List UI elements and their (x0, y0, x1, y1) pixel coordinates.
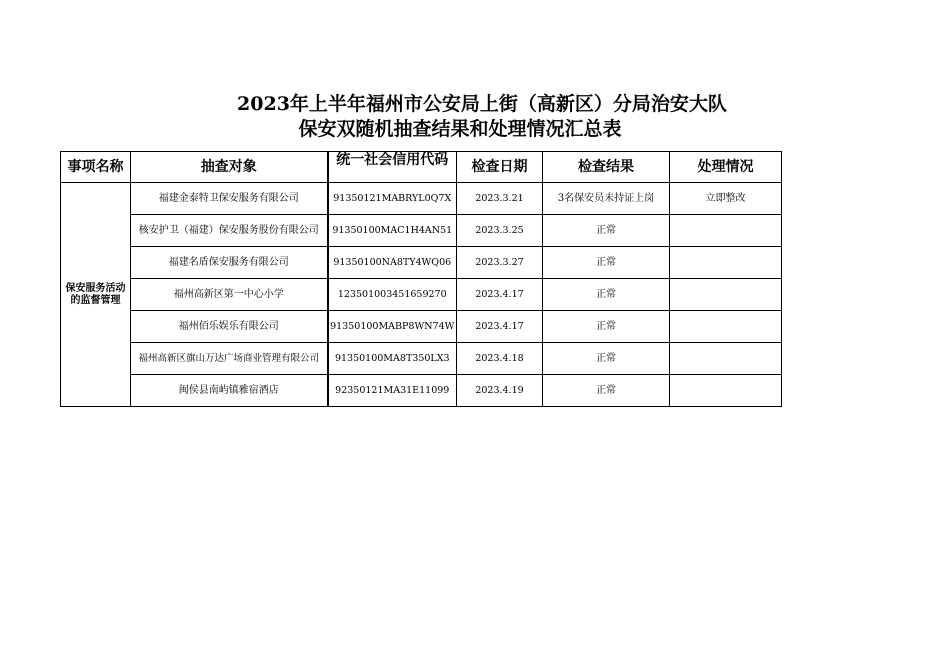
credit-code-cell: 91350100MAC1H4AN51 (328, 215, 457, 247)
table-row (61, 279, 782, 311)
table-row (61, 375, 782, 407)
date-cell: 2023.4.19 (457, 375, 543, 407)
credit-code-cell: 91350121MABRYL0Q7X (328, 183, 457, 215)
target-cell: 福州高新区旗山万达广场商业管理有限公司 (131, 343, 328, 375)
result-cell: 正常 (543, 215, 670, 247)
handling-cell (670, 311, 782, 343)
target-cell: 福建名盾保安服务有限公司 (131, 247, 328, 279)
date-cell: 2023.4.17 (457, 279, 543, 311)
report-title-line2: 保安双随机抽查结果和处理情况汇总表 (298, 118, 622, 140)
target-cell: 福州佰乐娱乐有限公司 (131, 311, 328, 343)
header-credit-code (328, 152, 457, 183)
result-cell: 正常 (543, 247, 670, 279)
credit-code-cell: 91350100MA8T350LX3 (328, 343, 457, 375)
result-cell: 正常 (543, 279, 670, 311)
result-cell: 3名保安员未持证上岗 (543, 183, 670, 215)
summary-table (60, 151, 782, 407)
result-cell: 正常 (543, 375, 670, 407)
target-cell: 核安护卫（福建）保安服务股份有限公司 (131, 215, 328, 247)
target-cell: 闽侯县南屿镇雅宿酒店 (131, 375, 328, 407)
header-result: 检查结果 (543, 152, 670, 183)
handling-cell (670, 375, 782, 407)
category-cell: 保安服务活动的监督管理 (61, 183, 131, 407)
date-cell: 2023.3.25 (457, 215, 543, 247)
result-cell: 正常 (543, 311, 670, 343)
date-cell: 2023.3.27 (457, 247, 543, 279)
target-cell: 福州高新区第一中心小学 (131, 279, 328, 311)
target-cell: 福建金泰特卫保安服务有限公司 (131, 183, 328, 215)
date-cell: 2023.4.18 (457, 343, 543, 375)
credit-code-cell: 91350100MABP8WN74W (328, 311, 457, 343)
handling-cell (670, 247, 782, 279)
header-item-name: 事项名称 (61, 152, 131, 183)
credit-code-cell: 92350121MA31E11099 (328, 375, 457, 407)
header-credit-code-text: 统一社会信用代码 (336, 152, 449, 168)
table-row (61, 247, 782, 279)
date-cell: 2023.4.17 (457, 311, 543, 343)
handling-cell: 立即整改 (670, 183, 782, 215)
credit-code-cell: 91350100NA8TY4WQ06 (328, 247, 457, 279)
header-date: 检查日期 (457, 152, 543, 183)
table-row (61, 183, 782, 215)
table-row (61, 311, 782, 343)
table-row (61, 343, 782, 375)
table-header-row (61, 152, 782, 183)
handling-cell (670, 279, 782, 311)
handling-cell (670, 343, 782, 375)
table-row (61, 215, 782, 247)
date-cell: 2023.3.21 (457, 183, 543, 215)
handling-cell (670, 215, 782, 247)
report-title-line1: 2023年上半年福州市公安局上街（高新区）分局治安大队 (237, 93, 727, 115)
header-handling: 处理情况 (670, 152, 782, 183)
credit-code-cell: 123501003451659270 (328, 279, 457, 311)
header-target: 抽查对象 (131, 152, 328, 183)
result-cell: 正常 (543, 343, 670, 375)
